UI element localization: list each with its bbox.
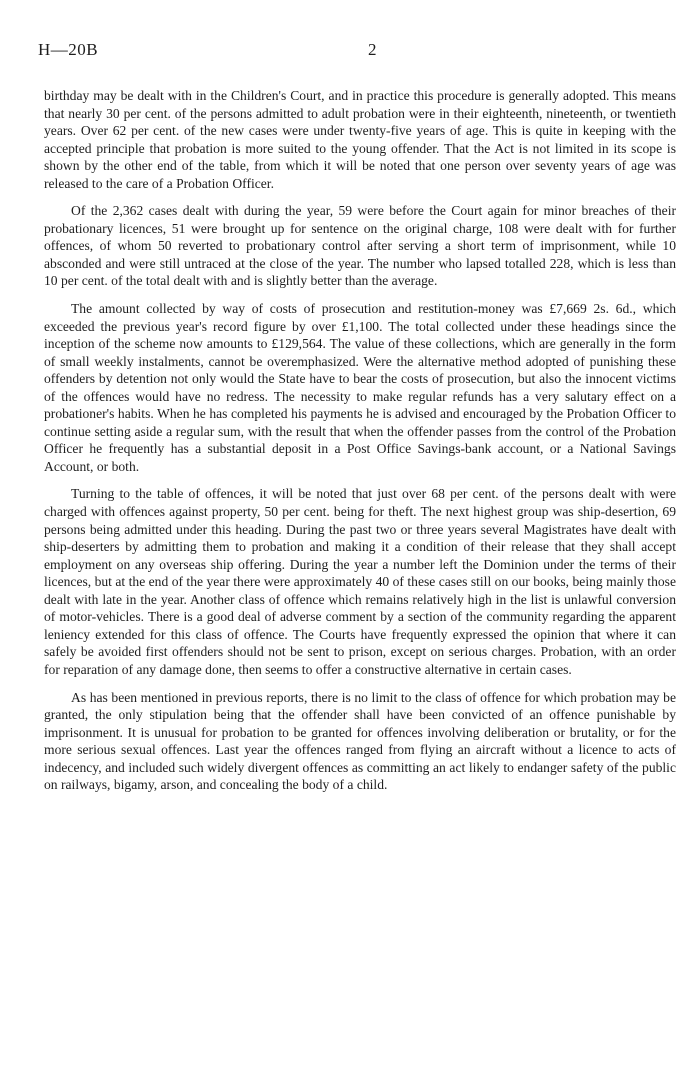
paragraph-class-of-offence: As has been mentioned in previous reports, there is no limit to the class of offence for which probation may be granted, the only stipulation being that the offender shall have been convicted of an offence punishable by imprisonment. It is unusual for probation to be granted for offences involving deliberation or brutality, or for the more serious sexual offences. Last year the offences ranged from flying an aircraft without a licence to acts of indecency, and included such widely divergent offences as committing an act likely to endanger safety of the public on railways, bigamy, arson, and concealing the body of a child.: [44, 689, 676, 793]
paragraph-age-distribution: birthday may be dealt with in the Children's Court, and in practice this procedure is generally adopted. This means that nearly 30 per cent. of the persons admitted to adult probation were in their eighteenth, nineteenth, or twentieth years. Over 62 per cent. of the new cases were under twenty-five years of age. This is quite in keeping with the accepted principle that probation is more suited to the young offender. That the Act is not limited in its scope is shown by the other end of the table, from which it will be noted that one person over seventy years of age was released to the care of a Probation Officer.: [44, 88, 676, 191]
body-text: [44, 87, 676, 804]
paragraph-cases-dealt-with: Of the 2,362 cases dealt with during the year, 59 were before the Court again for minor breaches of their probationary licences, 51 were brought up for sentence on the original charge, 108 were dealt with for further offences, of whom 50 reverted to probationary control after serving a short term of imprisonment, while 10 absconded and were still untraced at the close of the year. The number who lapsed totalled 228, which is less than 10 per cent. of the total dealt with and is slightly better than the average.: [44, 203, 676, 289]
page-number: 2: [368, 40, 377, 59]
paragraph-costs-collected: The amount collected by way of costs of prosecution and restitution-money was £7,669 2s. 6d., which exceeded the previous year's record figure by over £1,100. The total collected under these headings since the inception of the scheme now amounts to £129,564. The value of these collections, which are generally in the form of small weekly instalments, cannot be overemphasized. Were the alternative method adopted of punishing these offenders by detention not only would the State have to bear the costs of prosecution, but also the innocent victims of the offences would have no redress. The necessity to make regular refunds has a very salutary effect on a probationer's habits. When he has completed his payments he is advised and encouraged by the Probation Officer to continue setting aside a regular sum, with the result that when the offender passes from the control of the Probation Officer he frequently has a substantial deposit in a Post Office Savings-bank account, or a National Savings Account, or both.: [44, 301, 676, 474]
document-reference: H—20B: [38, 40, 99, 59]
paragraph-table-of-offences: Turning to the table of offences, it will be noted that just over 68 per cent. of the persons dealt with were charged with offences against property, 50 per cent. being for theft. The next highest group was ship-desertion, 69 persons being admitted under this heading. During the past two or three years several Magistrates have dealt with ship-deserters by admitting them to probation and making it a condition of their release that they shall accept employment on any overseas ship offering. During the year a number left the Dominion under the terms of their licences, but at the end of the year there were approximately 40 of these cases still on our books, being mainly those dealt with late in the year. Another class of offence which remains relatively high in the list is unlawful conversion of motor-vehicles. There is a good deal of adverse comment by a section of the community regarding the apparent leniency extended for this class of offence. The Courts have frequently expressed the opinion that where it can safely be avoided first offenders should not be sent to prison, except on serious charges. Probation, with an order for reparation of any damage done, then seems to offer a constructive alternative in certain cases.: [44, 486, 676, 677]
page-header: [38, 40, 666, 64]
